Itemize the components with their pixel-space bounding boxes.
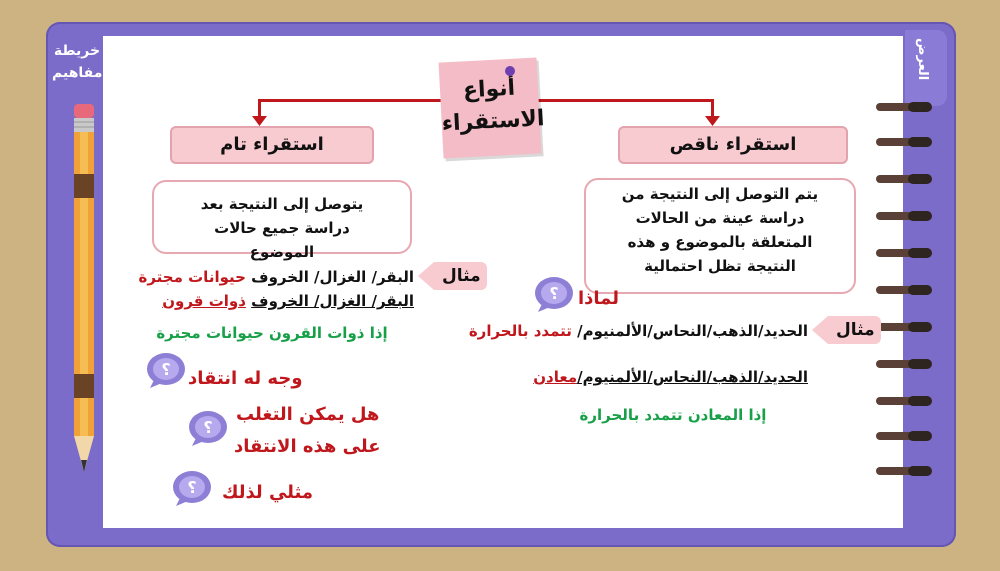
connector-line — [538, 99, 714, 102]
conclusion-right: إذا المعادن تتمدد بالحرارة — [579, 406, 767, 424]
metals-list: الحديد/الذهب/النحاس/الألمنيوم/ — [577, 368, 808, 386]
binder-ring-icon — [876, 465, 934, 477]
connector-line — [258, 99, 442, 102]
overcome-question-line-1[interactable]: هل يمكن التغلب — [236, 404, 380, 425]
example-line-1-left — [116, 266, 414, 288]
example-request[interactable]: مثلي لذلك — [222, 482, 313, 503]
binder-ring-icon — [876, 247, 934, 259]
incomplete-induction-heading: استقراء ناقص — [618, 126, 848, 164]
binder-ring-icon — [876, 321, 934, 333]
example-tag-left — [418, 262, 487, 290]
why-question[interactable]: لماذا — [578, 288, 619, 309]
arrow-down-icon — [252, 116, 267, 126]
conclusion-left: إذا ذوات القرون حيوانات مجترة — [156, 324, 388, 342]
example-line-2-right — [520, 366, 808, 388]
question-bubble-icon[interactable] — [188, 410, 228, 446]
metals-list: الحديد/الذهب/النحاس/الألمنيوم/ — [577, 322, 808, 340]
example-line-2-left — [146, 290, 414, 312]
binder-ring-icon — [876, 173, 934, 185]
presentation-tab-label: العرض — [915, 38, 930, 81]
pencil-icon — [70, 104, 98, 476]
incomplete-induction-description — [584, 178, 856, 294]
binder-ring-icon — [876, 284, 934, 296]
complete-induction-description — [152, 180, 412, 261]
overcome-question-line-2[interactable]: على هذه الانتقاد — [234, 436, 381, 457]
example-tag-label: مثال — [434, 262, 487, 290]
arrow-down-icon — [705, 116, 720, 126]
title-line-2: الاستقراء — [441, 106, 546, 137]
concept-map-tab[interactable]: خريطة مفاهيم — [52, 43, 103, 81]
animals-list: البقر/ الغزال/ الخروف — [251, 292, 414, 310]
svg-text:؟: ؟ — [187, 478, 197, 497]
pin-icon — [505, 66, 515, 76]
horned-text: ذوات قرون — [162, 292, 246, 310]
metals-category-text: معادن — [533, 368, 578, 386]
criticism-question[interactable]: وجه له انتقاد — [188, 368, 303, 389]
question-bubble-icon[interactable] — [534, 276, 574, 312]
complete-description-text: يتوصل إلى النتيجة بعد دراسة جميع حالات الموضوع — [200, 195, 364, 261]
binder-ring-icon — [876, 358, 934, 370]
expand-with-heat-text: تتمدد بالحرارة — [468, 322, 572, 340]
example-tag-label: مثال — [828, 316, 881, 344]
svg-text:؟: ؟ — [549, 284, 559, 303]
example-tag-right — [812, 316, 881, 344]
binder-ring-icon — [876, 210, 934, 222]
ruminants-text: حيوانات مجترة — [138, 268, 246, 286]
binder-ring-icon — [876, 395, 934, 407]
binder-ring-icon — [876, 136, 934, 148]
binder-ring-icon — [876, 101, 934, 113]
example-line-1-right — [466, 320, 808, 342]
svg-text:؟: ؟ — [203, 418, 213, 437]
question-bubble-icon[interactable] — [146, 352, 186, 388]
svg-text:؟: ؟ — [161, 360, 171, 379]
question-bubble-icon[interactable] — [172, 470, 212, 506]
presentation-tab[interactable] — [905, 30, 947, 106]
incomplete-description-text: يتم التوصل إلى النتيجة من دراسة عينة من الحالات المتعلقة بالموضوع و هذه النتيجة تظل احتمالية — [621, 185, 819, 275]
complete-induction-heading: استقراء تام — [170, 126, 374, 164]
binder-ring-icon — [876, 430, 934, 442]
title-line-1: أنواع — [462, 75, 516, 104]
animals-list: البقر/ الغزال/ الخروف — [251, 268, 414, 286]
title-sticky-note — [439, 58, 546, 159]
